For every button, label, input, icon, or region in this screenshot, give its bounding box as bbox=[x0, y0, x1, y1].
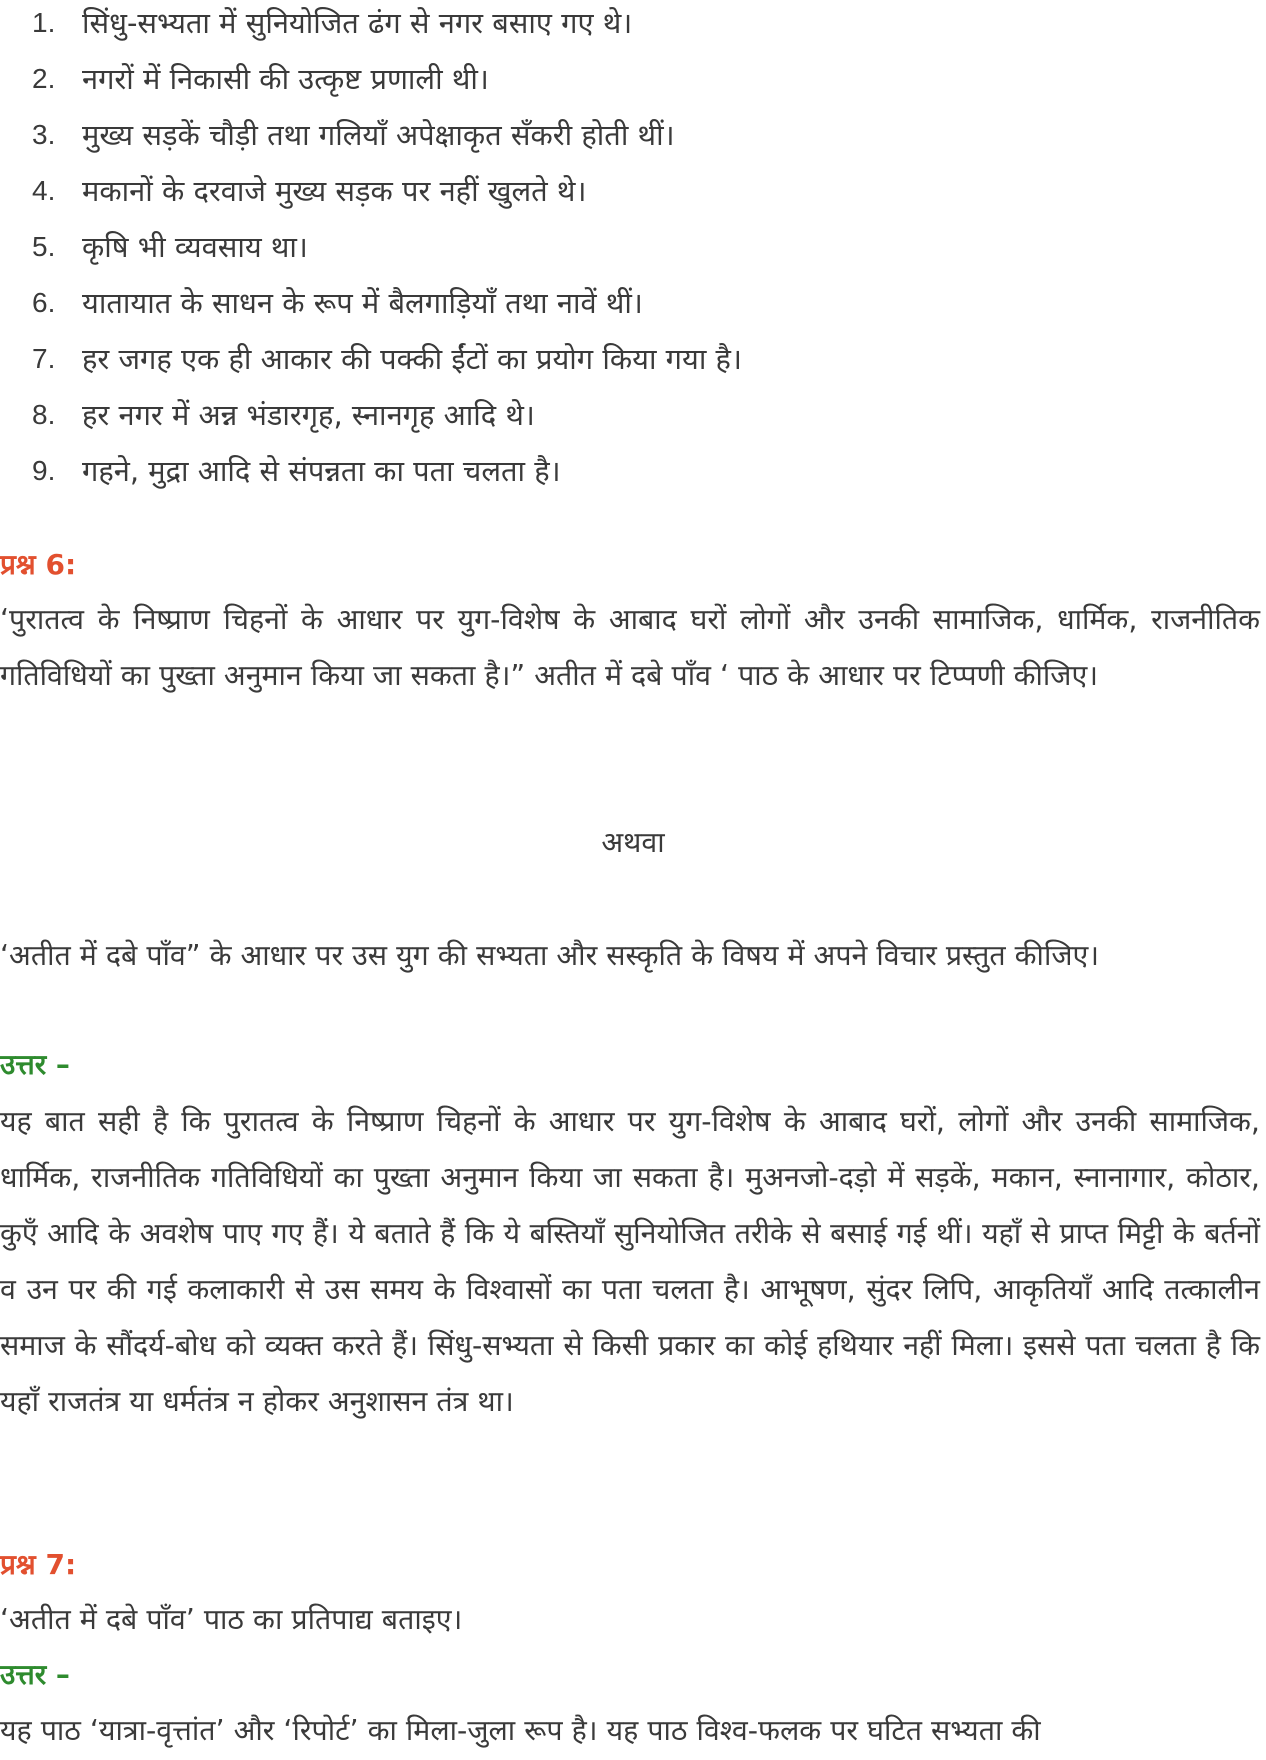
question-6-label: प्रश्न 6: bbox=[0, 548, 77, 581]
list-item-number: 3. bbox=[32, 119, 56, 150]
list-item-text: गहने, मुद्रा आदि से संपन्नता का पता चलता है। bbox=[82, 454, 561, 488]
answer-6-label: उत्तर – bbox=[0, 1048, 70, 1081]
or-label: अथवा bbox=[601, 826, 665, 859]
list-item-text: हर जगह एक ही आकार की पक्की ईंटों का प्रयोग किया गया है। bbox=[82, 342, 742, 376]
list-item-number: 4. bbox=[32, 175, 56, 206]
list-item bbox=[0, 280, 1266, 336]
list-item-number: 8. bbox=[32, 399, 56, 430]
list-item-text: हर नगर में अन्न भंडारगृह, स्नानगृह आदि थे। bbox=[82, 398, 535, 432]
list-item bbox=[0, 336, 1266, 392]
list-item bbox=[0, 448, 1266, 504]
list-item-text: मकानों के दरवाजे मुख्य सड़क पर नहीं खुलते थे। bbox=[82, 174, 587, 208]
list-item-text: सिंधु-सभ्यता में सुनियोजित ढंग से नगर बसाए गए थे। bbox=[82, 6, 633, 40]
features-list bbox=[0, 0, 1266, 504]
list-item bbox=[0, 392, 1266, 448]
question-7-label: प्रश्न 7: bbox=[0, 1548, 77, 1581]
list-item bbox=[0, 112, 1266, 168]
list-item-text: यातायात के साधन के रूप में बैलगाड़ियाँ तथा नावें थीं। bbox=[82, 286, 643, 320]
list-item-number: 5. bbox=[32, 231, 56, 262]
list-item-number: 1. bbox=[32, 7, 56, 38]
list-item-number: 9. bbox=[32, 455, 56, 486]
list-item-number: 6. bbox=[32, 287, 56, 318]
answer-7-label: उत्तर – bbox=[0, 1658, 70, 1691]
answer-7-text: यह पाठ ‘यात्रा-वृत्तांत’ और ‘रिपोर्ट’ का मिला-जुला रूप है। यह पाठ विश्व-फलक पर घटित सभ्यता की bbox=[0, 1714, 1041, 1747]
list-item-text: नगरों में निकासी की उत्कृष्ट प्रणाली थी। bbox=[82, 62, 489, 96]
list-item bbox=[0, 224, 1266, 280]
question-6-alt-text: ‘अतीत में दबे पाँव” के आधार पर उस युग की सभ्यता और सस्कृति के विषय में अपने विचार प्रस्तुत कीजिए। bbox=[0, 939, 1100, 972]
question-7-text: ‘अतीत में दबे पाँव’ पाठ का प्रतिपाद्य बताइए। bbox=[0, 1603, 463, 1636]
list-item-number: 7. bbox=[32, 343, 56, 374]
list-item bbox=[0, 56, 1266, 112]
list-item-text: मुख्य सड़कें चौड़ी तथा गलियाँ अपेक्षाकृत सँकरी होती थीं। bbox=[82, 118, 675, 152]
list-item bbox=[0, 168, 1266, 224]
question-6-text: ‘पुरातत्व के निष्प्राण चिहनों के आधार पर युग-विशेष के आबाद घरों लोगों और उनकी सामाजिक, धार्मिक, राजनीतिक गतिविधियों का पुख्ता अनुमान किया जा सकता है।” अतीत में दबे पाँव ‘ पाठ के आधार पर टिप्पणी कीजिए। bbox=[0, 603, 1260, 692]
answer-6-text: यह बात सही है कि पुरातत्व के निष्प्राण चिहनों के आधार पर युग-विशेष के आबाद घरों, लोगों और उनकी सामाजिक, धार्मिक, राजनीतिक गतिविधियों का पुख्ता अनुमान किया जा सकता है। मुअनजो-दड़ो में सड़कें, मकान, स्नानागार, कोठार, कुएँ आदि के अवशेष पाए गए हैं। ये बताते हैं कि ये बस्तियाँ सुनियोजित तरीके से बसाई गई थीं। यहाँ से प्राप्त मिट्टी के बर्तनों व उन पर की गई कलाकारी से उस समय के विश्वासों का पता चलता है। आभूषण, सुंदर लिपि, आकृतियाँ आदि तत्कालीन समाज के सौंदर्य-बोध को व्यक्त करते हैं। सिंधु-सभ्यता से किसी प्रकार का कोई हथियार नहीं मिला। इससे पता चलता है कि यहाँ राजतंत्र या धर्मतंत्र न होकर अनुशासन तंत्र था। bbox=[0, 1105, 1260, 1418]
list-item bbox=[0, 0, 1266, 56]
list-item-number: 2. bbox=[32, 63, 56, 94]
list-item-text: कृषि भी व्यवसाय था। bbox=[82, 230, 308, 264]
